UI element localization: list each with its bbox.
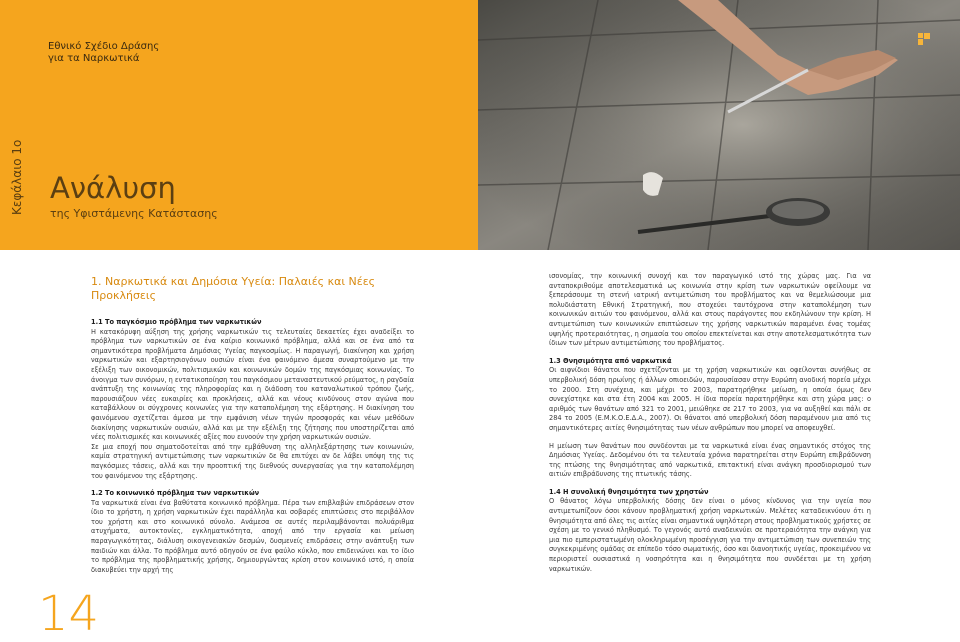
paragraph: Η μείωση των θανάτων που συνδέονται με τα ναρκωτικά είναι ένας σημαντικός στόχος της Δημόσιας Υγείας. Δεδομένου ότι τα τελευταία χρόνια παρατηρείται στην Ευρώπη επιβράδυνση της πτώσης της θνησιμότητας από ναρκωτικά, επιτακτική είναι ανάγκη προσδιορισμού των αιτιών επιβράδυνσης της πτωτικής τάσης. [549, 441, 871, 479]
paragraph: Ο θάνατος λόγω υπερβολικής δόσης δεν είναι ο μόνος κίνδυνος για την υγεία που αντιμετωπίζουν όσοι κάνουν προβληματική χρήση ναρκωτικών. Μελέτες καταδεικνύουν ότι η θνησιμότητα από όλες τις αιτίες είναι σημαντικά υψηλότερη στους προβληματικούς χρήστες σε σχέση με το γενικό πληθυσμό. Το γεγονός αυτό αναδεικνύει σε προτεραιότητα την ανάγκη για μια πιο εμπεριστατωμένη ολοκληρωμένη προσέγγιση για την αντιμετώπιση των συνεπειών της συγκεκριμένης ομάδας σε επίπεδο τόσο σωματικής, όσο και διανοητικής υγείας, προκειμένου να περιοριστεί ουσιαστικά η νοσηρότητα και η θνησιμότητα που συνδέεται με τη χρήση ναρκωτικών. [549, 497, 871, 573]
paragraph: Οι αιφνίδιοι θάνατοι που σχετίζονται με τη χρήση ναρκωτικών και οφείλονται συνήθως σε υπερβολική δόση ηρωίνης ή άλλων οπιοειδών, παρουσίασαν στην Ευρώπη ανοδική πορεία μέχρι το 2000. Στη συνέχεια, και μέχρι το 2003, παρατηρήθηκε μείωση, η οποία όμως δεν συνεχίστηκε και στα έτη 2004 και 2005. Η ίδια πορεία παρατηρήθηκε και στη χώρα μας: ο αριθμός των θανάτων από 321 το 2001, μειώθηκε σε 217 το 2003, για να αυξηθεί και πάλι σε 284 το 2005 (Ε.Μ.Κ.Ο.Ε.Δ.Α., 2007). Οι θάνατοι από υπερβολική δόση παραμένουν μια από τις σημαντικότερες αιτίες θνησιμότητας των νέων ανθρώπων που μπορεί να αποφευχθεί. [549, 366, 871, 432]
page-subtitle: της Υφιστάμενης Κατάστασης [50, 207, 218, 220]
header-line-2: για τα Ναρκωτικά [48, 53, 140, 64]
subsection-heading-1-3: 1.3 Θνησιμότητα από ναρκωτικά [549, 356, 672, 365]
chapter-label: Κεφάλαιο 1ο [10, 139, 24, 215]
paragraph: Τα ναρκωτικά είναι ένα βαθύτατα κοινωνικό πρόβλημα. Πέρα των επιβλαβών επιδράσεων στον ίδιο το χρήστη, η χρήση ναρκωτικών έχει παράλληλα και σοβαρές επιπτώσεις στο περιβάλλον του χρήστη και στο κοινωνικό σύνολο. Ανάμεσα σε αυτές περιλαμβάνονται πολυάριθμα ατυχήματα, αυτοκτονίες, εγκληματικότητα, αποχή από την εργασία και μείωση παραγωγικότητας, διάλυση οικογενειακών δεσμών, δυσμενείς επιδράσεις στην ανάπτυξη των παιδιών και άλλα. Το πρόβλημα αυτό οδηγούν σε ένα φαύλο κύκλο, που επιδεινώνει και το ίδιο το πρόβλημα της προβληματικής χρήσης, δημιουργώντας κρίση στον κοινωνικό ιστό, η οποία διακυβεύει την αρχή της [91, 498, 414, 574]
paragraph: Σε μια εποχή που σηματοδοτείται από την εμβάθυνση της αλληλεξάρτησης των κοινωνιών, καμία στρατηγική αντιμετώπισης των ναρκωτικών δε θα επιτύχει αν δε λάβει υπόψη της τις παγκόσμιες τάσεις, αλλά και την προοπτική της διεθνούς συνεργασίας για την καταπολέμηση του φαινόμενου της εξάρτησης. [91, 442, 414, 480]
decorative-squares [918, 33, 930, 45]
section-heading: 1. Ναρκωτικά και Δημόσια Υγεία: Παλαιές και Νέες Προκλήσεις [91, 275, 376, 302]
header-line-1: Εθνικό Σχέδιο Δράσης [48, 41, 160, 52]
subsection-heading-1-4: 1.4 Η συνολική θνησιμότητα των χρηστών [549, 487, 709, 496]
page-title: Ανάλυση [50, 171, 176, 205]
page-number: 14 [38, 586, 100, 642]
document-header [48, 41, 159, 65]
photo-illustration [478, 0, 960, 250]
subsection-heading-1-1: 1.1 Το παγκόσμιο πρόβλημα των ναρκωτικών [91, 318, 262, 326]
subsection-heading-1-2: 1.2 Το κοινωνικό πρόβλημα των ναρκωτικών [91, 489, 260, 498]
text-column-right [549, 272, 871, 574]
paragraph: ισονομίας, την κοινωνική συνοχή και τον παραγωγικό ιστό της χώρας μας. Για να ανταποκριθούμε αποτελεσματικά ως κοινωνία στην κρίση των ναρκωτικών οφείλουμε να ξεπεράσουμε τη στενή ιατρική αντιμετώπιση του προβλήματος και να θεμελιώσουμε μια πολυδιάστατη Εθνική Στρατηγική, που στοχεύει ταυτόχρονα στην καταπολέμηση των κοινωνικών αιτιών του φαινόμενου, αλλά και στους παράγοντες που εκδηλώνουν την κρίση. Η αντιμετώπιση των κοινωνικών επιπτώσεων της χρήσης ναρκωτικών παραμένει ένας τομέας υψηλής προτεραιότητας, η σημασία του οποίου επεκτείνεται και στην αποτελεσματικότητα των ίδιων των μέτρων αντιμετώπισης του προβλήματος. [549, 272, 871, 348]
paragraph: Η κατακόρυφη αύξηση της χρήσης ναρκωτικών τις τελευταίες δεκαετίες έχει αναδείξει το πρόβλημα των ναρκωτικών σε ένα καίριο κοινωνικό πρόβλημα, αλλά και σε ένα από τα σημαντικότερα προβλήματα Δημόσιας Υγείας παγκοσμίως. Η παραγωγή, διακίνηση και χρήση ναρκωτικών και εξαρτησιογόνων ουσιών είναι ένα φαινόμενο άμεσα συναρτούμενο με την εξέλιξη των οικονομικών, πολιτισμικών και κοινωνικών δομών της παγκόσμιας κοινωνίας. Το άνοιγμα των συνόρων, η εντατικοποίηση του παγκόσμιου μεταναστευτικού ρεύματος, η ραγδαία ανάπτυξη της κοινωνίας της πληροφορίας και η διάδοση του καταναλωτικού τρόπου ζωής, παρουσιάζουν νέες ευκαιρίες και προκλήσεις, αλλά και νέους κινδύνους στον αγώνα που καταβάλλουν οι σύγχρονες κοινωνίες για την καταπολέμηση της εξάρτησης. Η διακίνηση του φαινόμενου σχετίζεται άμεσα με την εμφάνιση νέων τηγών προσφοράς και νέων μεθόδων διακίνησης ναρκωτικών ουσιών, αλλά και με την εξέλιξη της ζήτησης που υποστηρίζεται από νέες πολιτισμικές και κοινωνικές αξίες που ευνοούν την χρήση ναρκωτικών ουσιών. [91, 327, 414, 442]
text-column-left [91, 318, 414, 575]
header-photo [478, 0, 960, 250]
